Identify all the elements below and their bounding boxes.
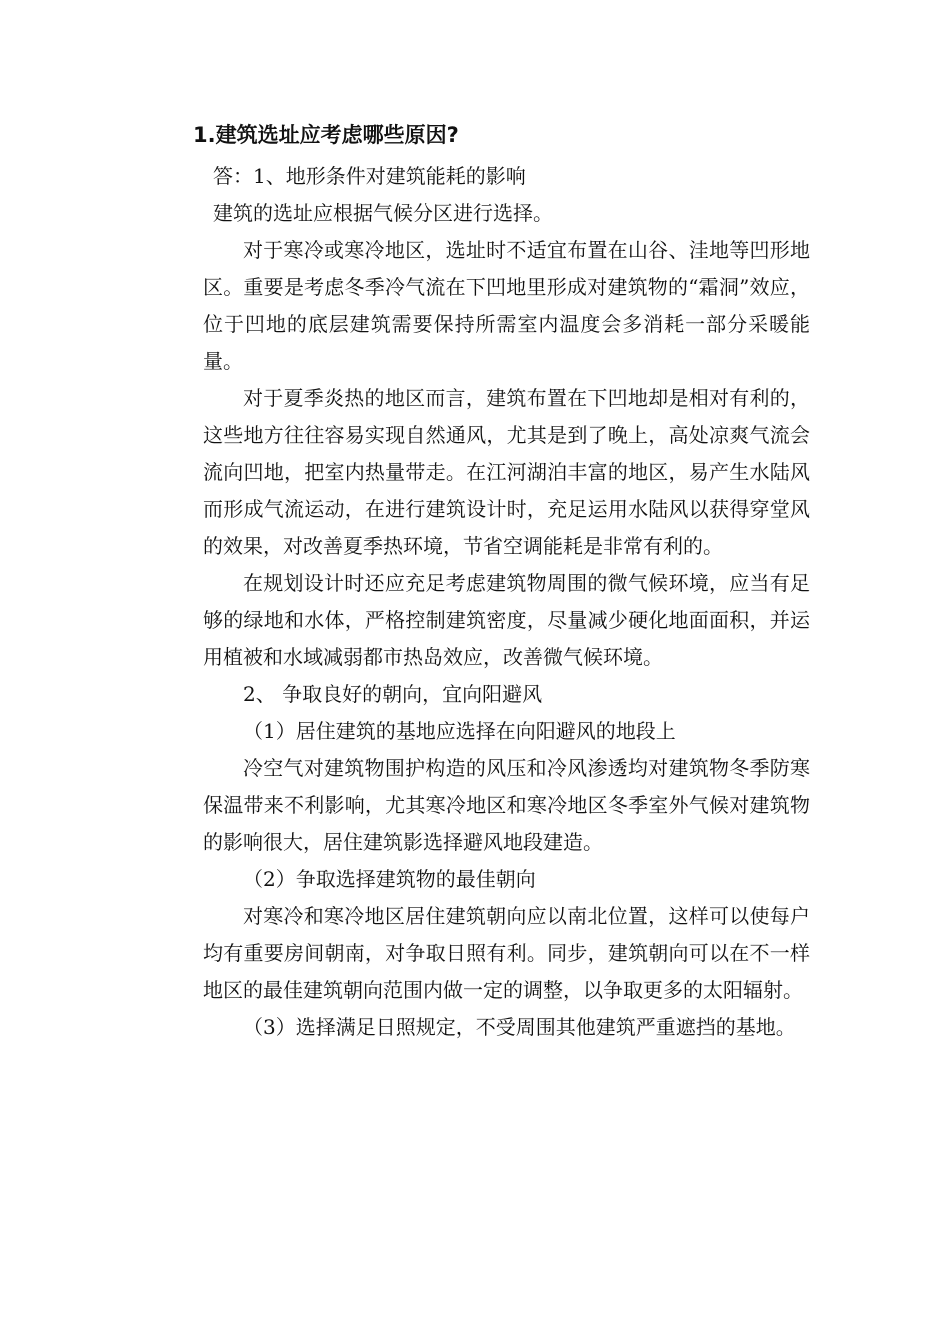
question-heading: 1.建筑选址应考虑哪些原因? <box>193 123 459 147</box>
subsection-1-heading: （1）居住建筑的基地应选择在向阳避风的地段上 <box>243 719 676 743</box>
subsection-3-heading: （3）选择满足日照规定，不受周围其他建筑严重遮挡的基地。 <box>243 1015 796 1039</box>
subsection-2-heading: （2）争取选择建筑物的最佳朝向 <box>243 867 536 891</box>
paragraph-cold-regions: 对于寒冷或寒冷地区，选址时不适宜布置在山谷、洼地等凹形地区。重要是考虑冬季冷气流在下凹地里形成对建筑物的“霜洞”效应，位于凹地的底层建筑需要保持所需室内温度会多消耗一部分采暖能量。 <box>203 238 810 373</box>
paragraph-microclimate: 在规划设计时还应充足考虑建筑物周围的微气候环境，应当有足够的绿地和水体，严格控制建筑密度，尽量减少硬化地面面积，并运用植被和水域减弱都市热岛效应，改善微气候环境。 <box>203 571 810 669</box>
answer-body <box>203 158 810 1046</box>
paragraph-cold-air: 冷空气对建筑物围护构造的风压和冷风渗透均对建筑物冬季防寒保温带来不利影响，尤其寒冷地区和寒冷地区冬季室外气候对建筑物的影响很大，居住建筑影选择避风地段建造。 <box>203 756 810 854</box>
paragraph-site-selection: 建筑的选址应根据气候分区进行选择。 <box>213 201 553 225</box>
paragraph-hot-regions: 对于夏季炎热的地区而言，建筑布置在下凹地却是相对有利的，这些地方往往容易实现自然通风，尤其是到了晚上，高处凉爽气流会流向凹地，把室内热量带走。在江河湖泊丰富的地区，易产生水陆风而形成气流运动，在进行建筑设计时，充足运用水陆风以获得穿堂风的效果，对改善夏季热环境，节省空调能耗是非常有利的。 <box>203 386 810 558</box>
section-orientation-heading: 2、 争取良好的朝向，宜向阳避风 <box>243 682 543 706</box>
paragraph-best-orientation: 对寒冷和寒冷地区居住建筑朝向应以南北位置，这样可以使每户均有重要房间朝南，对争取日照有利。同步，建筑朝向可以在不一样地区的最佳建筑朝向范围内做一定的调整，以争取更多的太阳辐射。 <box>203 904 810 1002</box>
answer-intro: 答：1、地形条件对建筑能耗的影响 <box>213 164 526 188</box>
